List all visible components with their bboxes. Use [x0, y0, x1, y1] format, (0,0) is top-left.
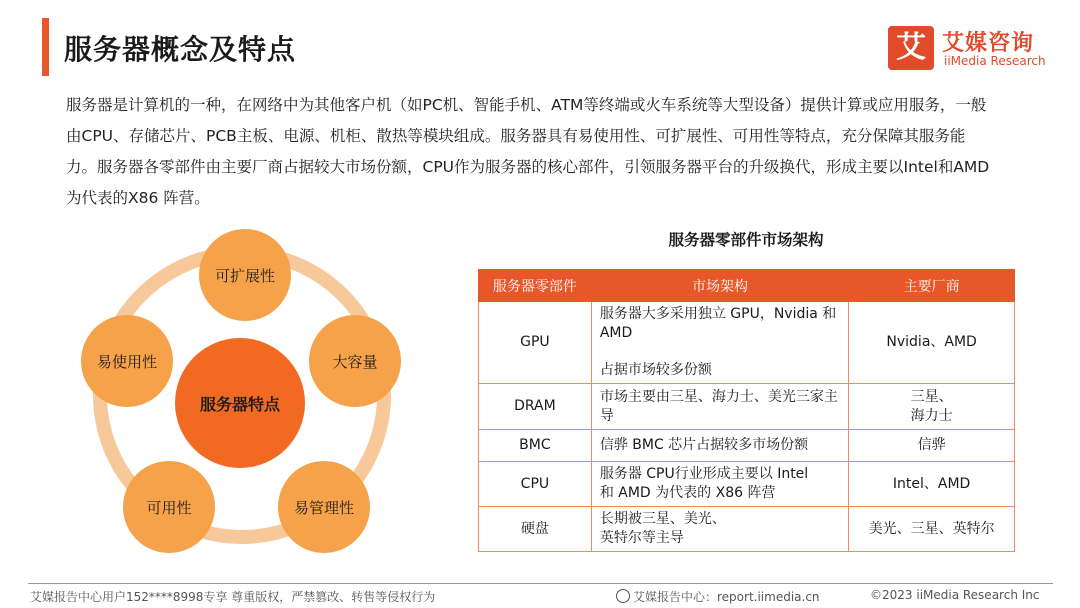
title-accent-bar	[42, 18, 49, 76]
brand-logo	[888, 26, 1068, 72]
structure-cell	[591, 507, 848, 552]
vendor-cell: 信骅	[849, 430, 1015, 462]
page-title: 服务器概念及特点	[64, 33, 297, 66]
table-title: 服务器零部件市场架构	[668, 231, 824, 249]
table-row	[479, 430, 1015, 462]
structure-text: 服务器大多采用独立 GPU，Nvidia 和 AMD	[599, 306, 837, 341]
feature-label: 易管理性	[293, 498, 354, 517]
column-header: 市场架构	[591, 270, 848, 302]
part-cell: GPU	[479, 302, 592, 384]
feature-node-manageability	[278, 461, 370, 553]
structure-cell: 信骅 BMC 芯片占据较多市场份额	[591, 430, 848, 462]
feature-label: 易使用性	[96, 352, 157, 371]
structure-cell	[591, 302, 848, 384]
feature-label: 大容量	[332, 352, 378, 371]
feature-node-availability	[123, 461, 215, 553]
structure-text: 英特尔等主导	[599, 530, 684, 546]
vendor-cell: 美光、三星、英特尔	[849, 507, 1015, 552]
part-cell: BMC	[479, 430, 592, 462]
footer-report-link[interactable]	[616, 588, 820, 605]
column-header: 主要厂商	[849, 270, 1015, 302]
center-label: 服务器特点	[199, 394, 280, 414]
structure-text: 长期被三星、美光、	[599, 511, 726, 527]
feature-label: 可扩展性	[214, 266, 275, 285]
column-header: 服务器零部件	[479, 270, 592, 302]
vendor-cell: Intel、AMD	[849, 462, 1015, 507]
structure-cell	[591, 462, 848, 507]
structure-text: 和 AMD 为代表的 X86 阵营	[599, 485, 776, 501]
feature-node-usability	[81, 315, 173, 407]
structure-text: 服务器 CPU行业形成主要以 Intel	[599, 466, 809, 482]
logo-mark: 艾	[888, 26, 934, 70]
vendor-text: 三星、	[910, 388, 953, 405]
part-cell: DRAM	[479, 384, 592, 430]
market-structure-table	[478, 269, 1015, 552]
vendor-text: 海力士	[910, 407, 953, 424]
part-cell: CPU	[479, 462, 592, 507]
table-row	[479, 507, 1015, 552]
vendor-cell: Nvidia、AMD	[849, 302, 1015, 384]
table-row	[479, 302, 1015, 384]
table-row	[479, 462, 1015, 507]
report-center-icon	[616, 589, 630, 603]
structure-cell: 市场主要由三星、海力士、美光三家主导	[591, 384, 848, 430]
feature-node-capacity	[309, 315, 401, 407]
part-cell: 硬盘	[479, 507, 592, 552]
features-diagram	[60, 215, 440, 555]
footer-report-text: 艾媒报告中心：report.iimedia.cn	[633, 590, 820, 604]
table-header-row	[479, 270, 1015, 302]
table-row	[479, 384, 1015, 430]
feature-center-node	[175, 338, 305, 468]
footer-divider	[28, 583, 1053, 584]
structure-text: 占据市场较多份额	[599, 362, 712, 378]
intro-paragraph: 服务器是计算机的一种，在网络中为其他客户机（如PC机、智能手机、ATM等终端或火车系统等大型设备）提供计算或应用服务，一般由CPU、存储芯片、PCB主板、电源、机柜、散热等模块组成。服务器具有易使用性、可扩展性、可用性等特点，充分保障其服务能力。服务器各零部件由主要厂商占据较大市场份额，CPU作为服务器的核心部件，引领服务器平台的升级换代，形成主要以Intel和AMD为代表的X86 阵营。	[66, 96, 990, 207]
vendor-cell	[849, 384, 1015, 430]
feature-node-scalability	[199, 229, 291, 321]
footer-copyright-notice: 艾媒报告中心用户152****8998专享 尊重版权，严禁篡改、转售等侵权行为	[30, 590, 436, 604]
logo-name-en: iiMedia Research	[944, 54, 1046, 68]
footer-copyright: ©2023 iiMedia Research Inc	[870, 588, 1040, 602]
feature-label: 可用性	[146, 498, 192, 517]
logo-name-cn: 艾媒咨询	[942, 31, 1035, 56]
